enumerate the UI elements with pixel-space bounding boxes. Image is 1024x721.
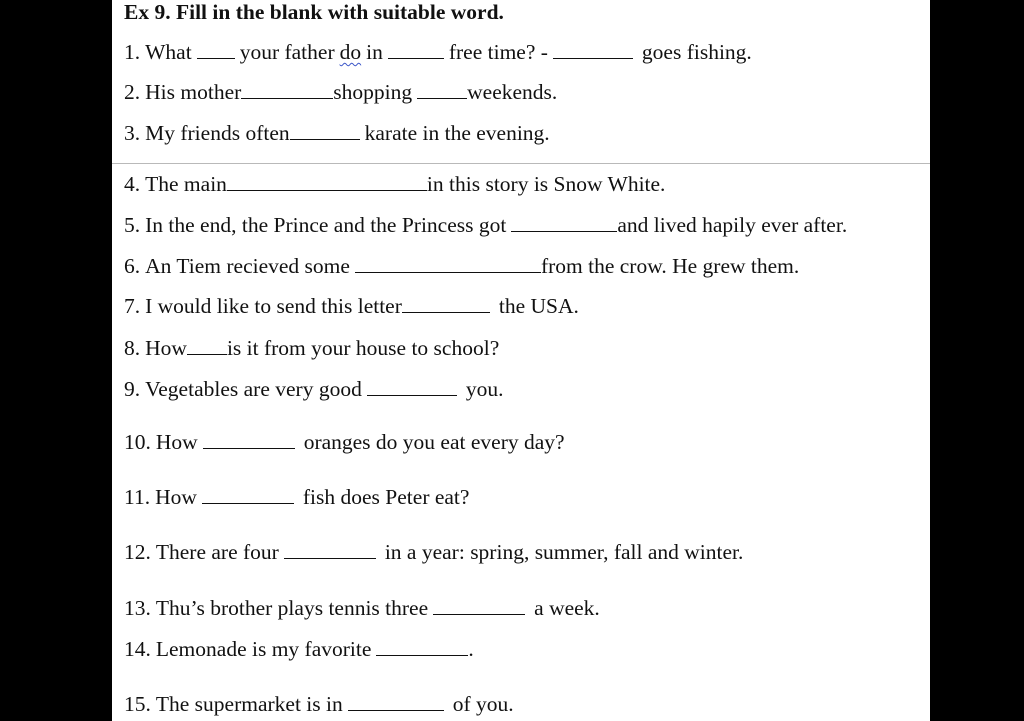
item-number: 3. — [124, 121, 141, 145]
item-text: weekends. — [467, 80, 558, 104]
answer-blank[interactable] — [284, 540, 376, 559]
exercise-item-14 — [124, 637, 474, 662]
item-text: fish does Peter eat? — [302, 485, 470, 509]
item-text: How — [145, 336, 187, 360]
spellcheck-word: do — [339, 40, 362, 64]
item-number: 2. — [124, 80, 141, 104]
answer-blank[interactable] — [376, 637, 468, 656]
item-text: An Tiem recieved some — [145, 254, 350, 278]
item-text: . — [468, 637, 474, 661]
exercise-item-13 — [124, 596, 600, 621]
exercise-item-7 — [124, 294, 579, 319]
item-text: your father — [239, 40, 335, 64]
answer-blank[interactable] — [290, 121, 360, 140]
answer-blank[interactable] — [553, 40, 633, 59]
item-text: Lemonade is my favorite — [155, 637, 372, 661]
item-text: Thu’s brother plays tennis three — [155, 596, 429, 620]
item-number: 6. — [124, 254, 141, 278]
item-text: goes fishing. — [641, 40, 752, 64]
exercise-item-9 — [124, 377, 503, 402]
item-number: 11. — [124, 485, 151, 509]
exercise-item-6 — [124, 254, 799, 279]
exercise-item-5 — [124, 213, 847, 238]
item-text: a week. — [534, 596, 600, 620]
item-text: How — [155, 485, 197, 509]
item-number: 13. — [124, 596, 151, 620]
item-text: There are four — [155, 540, 279, 564]
answer-blank[interactable] — [417, 80, 467, 99]
item-number: 9. — [124, 377, 141, 401]
answer-blank[interactable] — [187, 336, 227, 355]
exercise-item-2 — [124, 80, 557, 105]
item-text: My friends often — [145, 121, 290, 145]
item-number: 1. — [124, 40, 141, 64]
item-text: in a year: spring, summer, fall and winter. — [384, 540, 744, 564]
exercise-title: Ex 9. Fill in the blank with suitable word. — [124, 0, 504, 24]
answer-blank[interactable] — [197, 40, 235, 59]
exercise-item-8 — [124, 336, 499, 361]
answer-blank[interactable] — [511, 213, 617, 232]
item-text: What — [145, 40, 192, 64]
item-text: oranges do you eat every day? — [303, 430, 565, 454]
item-number: 12. — [124, 540, 151, 564]
exercise-item-11 — [124, 485, 469, 510]
answer-blank[interactable] — [348, 692, 444, 711]
exercise-item-10 — [124, 430, 565, 455]
answer-blank[interactable] — [203, 430, 295, 449]
item-number: 7. — [124, 294, 141, 318]
item-text: is it from your house to school? — [226, 336, 500, 360]
exercise-item-15 — [124, 692, 514, 717]
answer-blank[interactable] — [388, 40, 444, 59]
section-divider — [112, 163, 930, 164]
item-text: in this story is Snow White. — [426, 172, 666, 196]
exercise-item-4 — [124, 172, 665, 197]
item-text: of you. — [452, 692, 514, 716]
item-text: I would like to send this letter — [145, 294, 402, 318]
exercise-item-12 — [124, 540, 743, 565]
item-text: The supermarket is in — [155, 692, 343, 716]
item-number: 15. — [124, 692, 151, 716]
item-text: His mother — [145, 80, 242, 104]
answer-blank[interactable] — [227, 172, 427, 191]
item-text: In the end, the Prince and the Princess got — [145, 213, 507, 237]
answer-blank[interactable] — [367, 377, 457, 396]
answer-blank[interactable] — [433, 596, 525, 615]
answer-blank[interactable] — [202, 485, 294, 504]
exercise-item-3 — [124, 121, 550, 146]
item-text: How — [155, 430, 198, 454]
answer-blank[interactable] — [402, 294, 490, 313]
item-number: 8. — [124, 336, 141, 360]
item-number: 10. — [124, 430, 151, 454]
item-number: 4. — [124, 172, 141, 196]
exercise-item-1 — [124, 40, 752, 65]
item-text: The main — [145, 172, 227, 196]
item-text: in — [366, 40, 383, 64]
item-text: shopping — [333, 80, 413, 104]
item-text: Vegetables are very good — [145, 377, 362, 401]
worksheet-page — [112, 0, 930, 721]
item-text: you. — [465, 377, 504, 401]
answer-blank[interactable] — [355, 254, 541, 273]
item-text: free time? - — [448, 40, 548, 64]
item-number: 14. — [124, 637, 151, 661]
item-text: and lived hapily ever after. — [617, 213, 848, 237]
answer-blank[interactable] — [241, 80, 333, 99]
item-text: the USA. — [498, 294, 579, 318]
item-number: 5. — [124, 213, 141, 237]
item-text: karate in the evening. — [364, 121, 550, 145]
item-text: from the crow. He grew them. — [540, 254, 800, 278]
